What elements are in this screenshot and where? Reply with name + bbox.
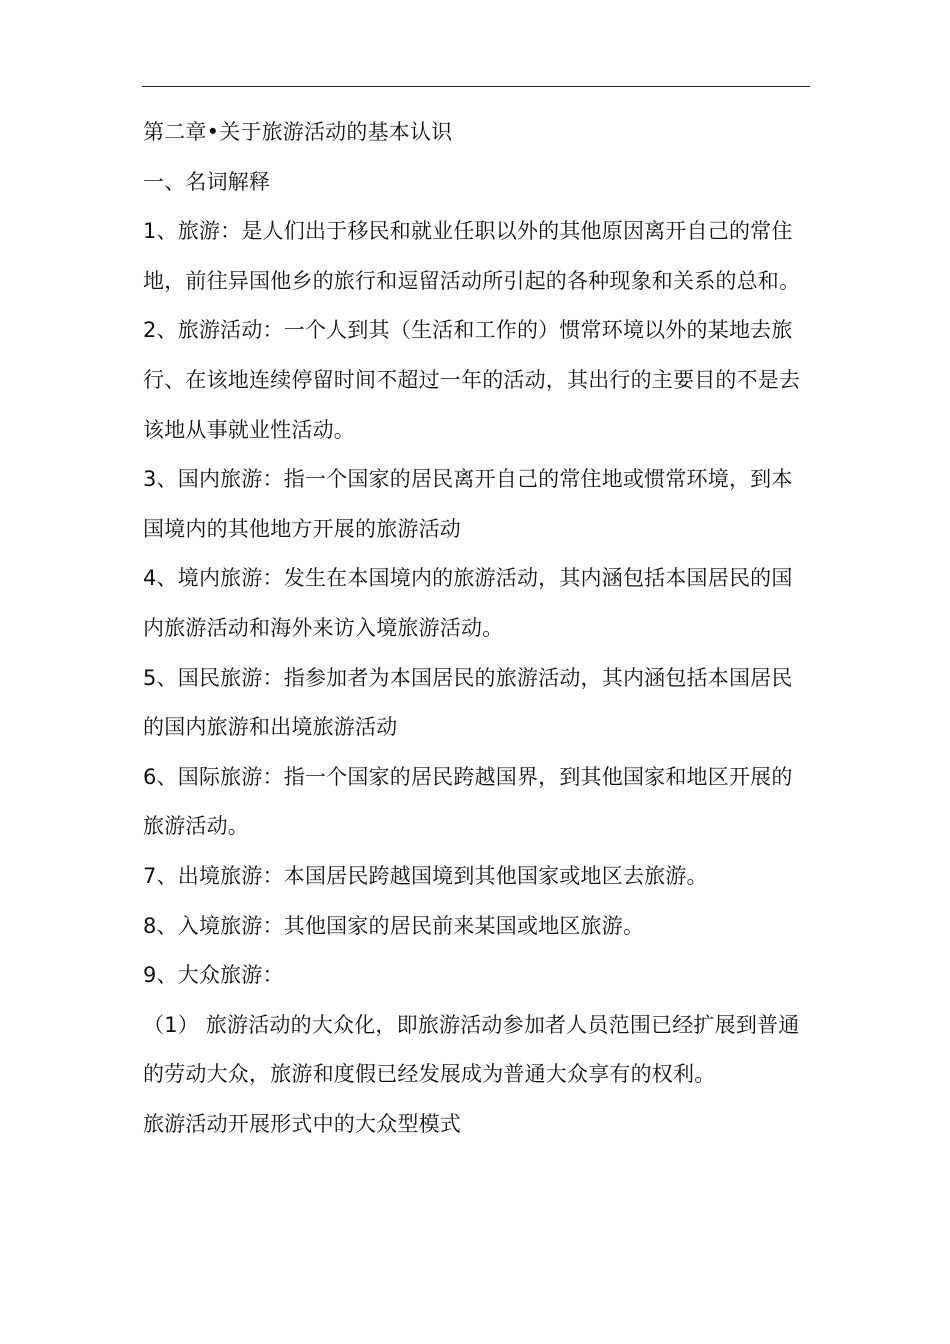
section-title: 一、名词解释	[143, 169, 271, 194]
definition-mass-tourism-point-1: （1） 旅游活动的大众化，即旅游活动参加者人员范围已经扩展到普通的劳动大众，旅游和度假已经发展成为普通大众享有的权利。	[143, 1012, 800, 1087]
definition-mass-tourism-note: 旅游活动开展形式中的大众型模式	[143, 1111, 461, 1136]
definition-inbound-tourism: 8、入境旅游：其他国家的居民前来某国或地区旅游。	[143, 913, 645, 938]
definition-international-tourism: 6、国际旅游：指一个国家的居民跨越国界，到其他国家和地区开展的旅游活动。	[143, 764, 793, 839]
definition-inbound-domestic-tourism: 4、境内旅游：发生在本国境内的旅游活动，其内涵包括本国居民的国内旅游活动和海外来访入境旅游活动。	[143, 566, 793, 640]
definition-national-tourism: 5、国民旅游：指参加者为本国居民的旅游活动，其内涵包括本国居民的国内旅游和出境旅游活动	[143, 665, 793, 740]
definition-mass-tourism-heading: 9、大众旅游：	[143, 963, 284, 988]
definition-domestic-tourism: 3、国内旅游：指一个国家的居民离开自己的常住地或惯常环境，到本国境内的其他地方开展的旅游活动	[143, 467, 793, 541]
header-rule	[142, 86, 810, 87]
document-body	[143, 108, 803, 1149]
definition-tourism: 1、旅游：是人们出于移民和就业任职以外的其他原因离开自己的常住地，前往异国他乡的旅行和逗留活动所引起的各种现象和关系的总和。	[143, 219, 801, 293]
definition-outbound-tourism: 7、出境旅游：本国居民跨越国境到其他国家或地区去旅游。	[143, 863, 708, 888]
chapter-title: 第二章•关于旅游活动的基本认识	[143, 120, 453, 144]
definition-tourism-activity: 2、旅游活动：一个人到其（生活和工作的）惯常环境以外的某地去旅行、在该地连续停留时间不超过一年的活动，其出行的主要目的不是去该地从事就业性活动。	[143, 318, 801, 442]
